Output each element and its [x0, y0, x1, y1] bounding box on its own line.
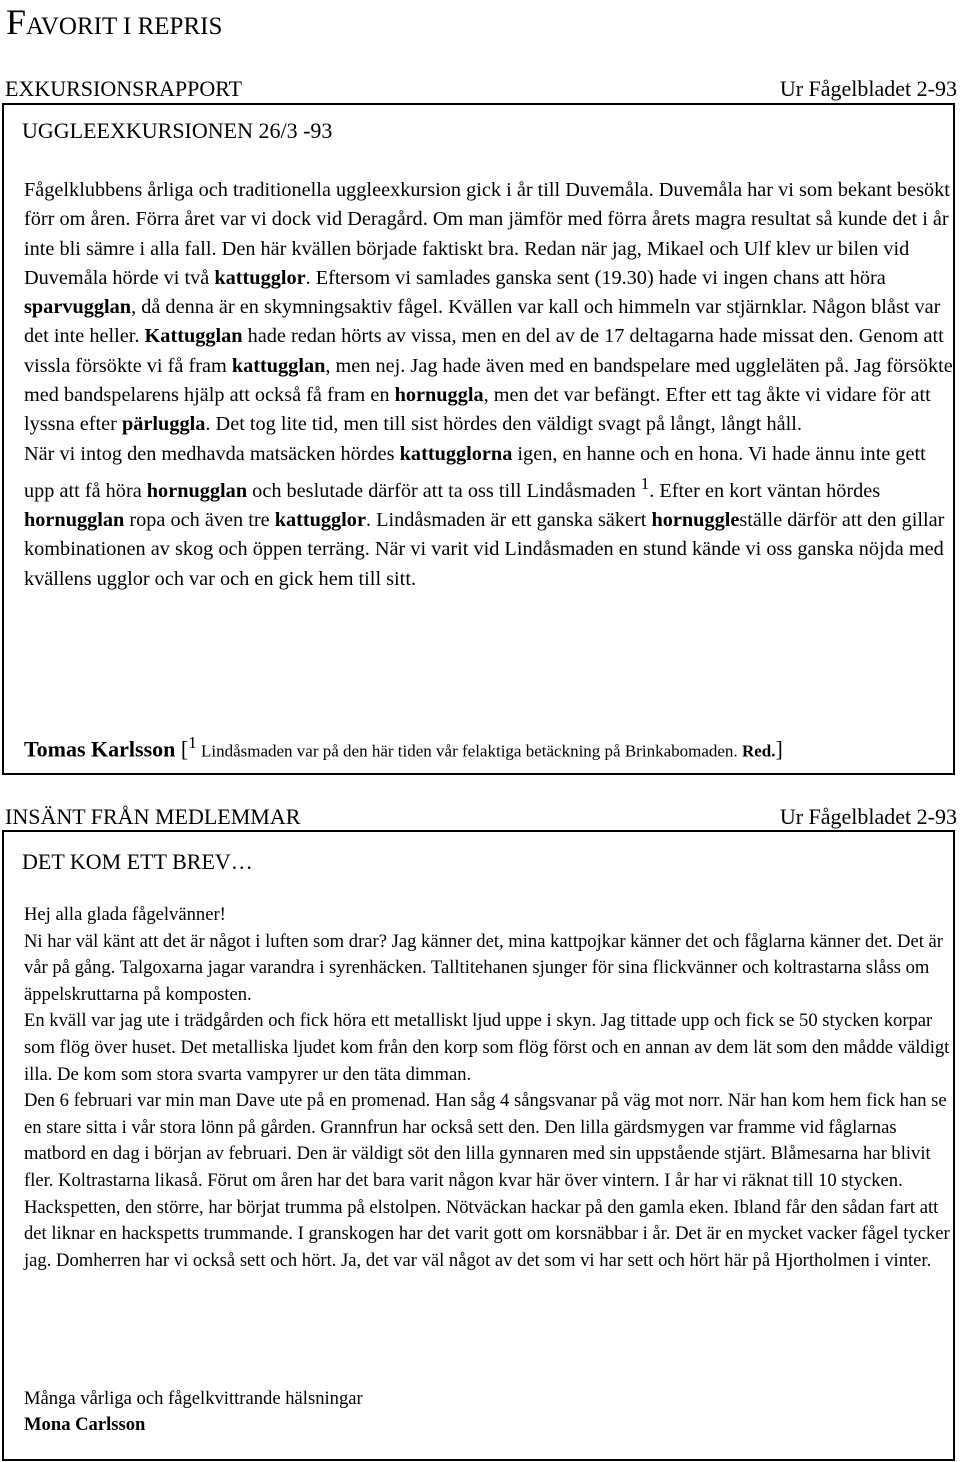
page-title-rest: AVORIT I REPRIS: [26, 13, 223, 40]
section2-closing: [24, 1386, 363, 1438]
species-name: sparvugglan: [24, 296, 132, 319]
text-run: , men det var befängt. Efter ett tag åkte vi vidare för att lyssna efter: [24, 384, 931, 436]
footnote-ref: 1: [640, 473, 650, 493]
species-name: hornugglan: [24, 509, 125, 532]
section1-label: EXKURSIONSRAPPORT: [5, 76, 243, 101]
section1-paragraph: [24, 440, 954, 594]
text-run: När vi intog den medhavda matsäcken hördes: [24, 442, 400, 465]
species-name: hornuggle: [651, 509, 740, 532]
section2-greeting: Många vårliga och fågelkvittrande hälsningar: [24, 1388, 363, 1409]
footnote-mark: 1: [188, 733, 197, 752]
section2-box: [2, 830, 955, 1461]
species-name: kattugglor: [214, 266, 306, 289]
section2-signature: Mona Carlsson: [24, 1414, 146, 1435]
text-run: , men nej. Jag hade även med en bandspelare med uggleläten på. Jag försökte med bandspelarens hjälp att också få fram en: [24, 354, 953, 407]
species-name: hornugglan: [146, 479, 248, 502]
text-run: . Efter en kort väntan hördes: [649, 479, 881, 502]
section2-source: Ur Fågelbladet 2-93: [779, 804, 957, 829]
text-run: . Lindåsmaden är ett ganska säkert: [365, 509, 652, 532]
section1-signature-line: [24, 729, 783, 765]
page-title: [6, 4, 222, 45]
section1-header: [5, 75, 957, 103]
section2-label: INSÄNT FRÅN MEDLEMMAR: [5, 804, 301, 829]
section2-paragraph: Den 6 februari var min man Dave ute på en promenad. Han såg 4 sångsvanar på väg mot norr. När han kom hem fick han se en stare sitta i vår stora lönn på gården. Grannfrun har också sett den. Den lilla gärdsmygen var framme vid fåglarnas matbord en dag i början av februari. Den är väldigt söt den lilla gynnaren med sin uppstående stjärt. Blåmesarna har blivit fler. Koltrastarna likaså. Förut om åren har det bara varit någon kvar här över vintern. I år har vi räknat till 10 stycken. Hackspetten, den större, har börjat trumma på elstolpen. Nötväckan hackar på den gamla eken. Ibland får den sådan fart att det liknar en hackspetts trummande. I granskogen har det varit gott om korsnäbbar i år. Det är en mycket vacker fågel tycker jag. Domherren har vi också sett och hört. Ja, det var väl något av det som vi har sett och hört här på Hjortholmen i vinter.: [24, 1090, 950, 1271]
text-run: . Eftersom vi samlades ganska sent (19.30) hade vi ingen chans att höra: [305, 266, 886, 289]
section2-paragraph: Ni har väl känt att det är något i luften som drar? Jag känner det, mina kattpojkar känner det och fåglarna känner det. Det är vår på gång. Talgoxarna jagar varandra i syrenhäcken. Talltitehanen sjunger för sina flickvänner och koltrastarna slåss om äppelskruttarna på komposten.: [24, 930, 943, 1005]
section1-title: UGGLEEXKURSIONEN 26/3 -93: [22, 118, 333, 143]
text-run: igen, en hanne och en hona. Vi hade ännu inte gett upp att få höra: [24, 442, 926, 502]
species-name: kattugglorna: [399, 442, 513, 465]
species-name: hornuggla: [394, 384, 484, 407]
text-run: . Det tog lite tid, men till sist hördes den väldigt svagt på långt, långt håll.: [205, 413, 802, 436]
section2-body: [24, 902, 954, 1274]
footnote-text: Lindåsmaden var på den här tiden vår felaktiga betäckning på Brinkabomaden.: [196, 741, 742, 761]
footnote-red: Red.: [741, 741, 776, 761]
species-name: pärluggla: [122, 413, 206, 436]
text-run: och beslutade därför att ta oss till Lindåsmaden: [247, 479, 641, 502]
species-name: kattugglor: [274, 509, 366, 532]
section1-source: Ur Fågelbladet 2-93: [779, 76, 957, 101]
page-title-initial: F: [6, 2, 27, 42]
text-run: hade redan hörts av vissa, men en del av de 17 deltagarna hade missat den. Genom att vissla försökte vi få fram: [24, 325, 944, 377]
species-name: Kattugglan: [144, 325, 243, 348]
section1-paragraph: [24, 176, 954, 440]
section1-body: [24, 176, 954, 594]
species-name: kattugglan: [231, 354, 326, 377]
footnote-close: ]: [775, 736, 783, 762]
section1-box: [2, 103, 955, 775]
section2-header: [5, 803, 957, 831]
footnote-open: [: [180, 736, 189, 762]
text-run: , då denna är en skymningsaktiv fågel. Kvällen var kall och himmeln var stjärnklar. Någon blåst var det inte heller.: [24, 296, 941, 348]
text-run: Fågelklubbens årliga och traditionella uggleexkursion gick i år till Duvemåla. Duvemåla har vi som bekant besökt förr om åren. Förra året var vi dock vid Deragård. Om man jämför med förra årets magra resultat så kunde det i år inte bli sämre i alla fall. Den här kvällen började faktiskt bra. Redan när jag, Mikael och Ulf klev ur bilen vid Duvemåla hörde vi två: [24, 179, 950, 289]
section2-title: DET KOM ETT BREV…: [22, 849, 253, 874]
section2-paragraph: Hej alla glada fågelvänner!: [24, 904, 226, 925]
section2-paragraph: En kväll var jag ute i trädgården och fick höra ett metalliskt ljud uppe i skyn. Jag tittade upp och fick se 50 stycken korpar som flög över huset. Det metalliska ljudet kom från den korp som flög först och en annan av dem lät som den mådde väldigt illa. De kom som stora svarta vampyrer ur den täta dimman.: [24, 1010, 950, 1085]
text-run: ropa och även tre: [124, 509, 275, 532]
section1-signature: Tomas Karlsson: [24, 736, 176, 762]
text-run: ställe därför att den gillar kombinationen av skog och öppen terräng. När vi varit vid Lindåsmaden en stund kände vi oss ganska nöjda med kvällens ugglor och var och en gick hem till sitt.: [24, 509, 945, 590]
